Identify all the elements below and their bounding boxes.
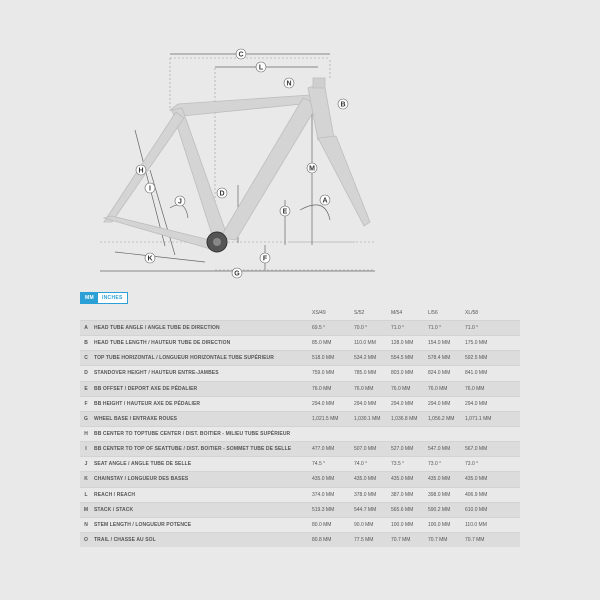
size-header: XS/49 [312, 310, 326, 316]
row-label: REACH / REACH [92, 487, 310, 502]
row-value: 175.0 MM [463, 336, 520, 351]
row-label: BB OFFSET / DEPORT AXE DE PÉDALIER [92, 381, 310, 396]
row-label: TRAIL / CHASSE AU SOL [92, 532, 310, 547]
row-letter: N [80, 517, 92, 532]
row-value: 294.0 MM [352, 396, 389, 411]
svg-text:B: B [340, 101, 346, 109]
marker-j [175, 196, 185, 206]
marker-e [280, 206, 290, 216]
row-value: 110.0 MM [463, 517, 520, 532]
row-value: 803.0 MM [389, 366, 426, 381]
row-value: 527.0 MM [389, 442, 426, 457]
row-value: 76.0 MM [352, 381, 389, 396]
row-value: 435.0 MM [389, 472, 426, 487]
row-value: 1,021.5 MM [310, 411, 352, 426]
table-row [80, 366, 520, 381]
table-row [80, 426, 520, 441]
unit-toggle [80, 292, 128, 304]
size-header: L/56 [428, 310, 438, 316]
svg-text:N: N [286, 80, 292, 88]
row-value: 1,056.2 MM [426, 411, 463, 426]
svg-text:F: F [262, 255, 268, 263]
row-value: 76.0 MM [310, 381, 352, 396]
row-value: 74.5 ° [310, 457, 352, 472]
row-letter: O [80, 532, 92, 547]
row-value: 294.0 MM [463, 396, 520, 411]
row-value: 294.0 MM [310, 396, 352, 411]
row-value: 1,030.1 MM [352, 411, 389, 426]
row-value: 544.7 MM [352, 502, 389, 517]
row-letter: B [80, 336, 92, 351]
table-row [80, 487, 520, 502]
row-value: 80.8 MM [310, 532, 352, 547]
marker-g [232, 268, 242, 278]
row-value: 547.0 MM [426, 442, 463, 457]
svg-text:C: C [238, 51, 244, 59]
table-row [80, 532, 520, 547]
row-letter: K [80, 472, 92, 487]
row-label: WHEEL BASE / ENTRAXE ROUES [92, 411, 310, 426]
row-letter: A [80, 321, 92, 336]
row-value: 592.5 MM [463, 351, 520, 366]
row-value [352, 426, 389, 441]
marker-k [145, 253, 155, 263]
row-value: 70.7 MM [426, 532, 463, 547]
row-value: 76.0 MM [389, 381, 426, 396]
marker-h [136, 165, 146, 175]
row-value: 71.0 ° [389, 321, 426, 336]
table-row [80, 321, 520, 336]
row-value: 80.0 MM [310, 517, 352, 532]
row-value: 69.5 ° [310, 321, 352, 336]
row-letter: I [80, 442, 92, 457]
row-value [463, 426, 520, 441]
row-value: 374.0 MM [310, 487, 352, 502]
row-value: 759.0 MM [310, 366, 352, 381]
svg-text:I: I [149, 185, 151, 193]
table-row [80, 517, 520, 532]
table-row [80, 351, 520, 366]
row-value: 73.0 ° [426, 457, 463, 472]
marker-c [236, 49, 246, 59]
row-label: CHAINSTAY / LONGUEUR DES BASES [92, 472, 310, 487]
row-value: 110.0 MM [352, 336, 389, 351]
bottom-bracket [213, 238, 221, 246]
row-value: 387.0 MM [389, 487, 426, 502]
row-value: 73.0 ° [463, 457, 520, 472]
table-row [80, 336, 520, 351]
row-value: 77.5 MM [352, 532, 389, 547]
marker-f [260, 253, 270, 263]
row-letter: E [80, 381, 92, 396]
row-value: 435.0 MM [463, 472, 520, 487]
table-row [80, 442, 520, 457]
row-letter: M [80, 502, 92, 517]
row-label: SEAT ANGLE / ANGLE TUBE DE SELLE [92, 457, 310, 472]
row-value: 518.0 MM [310, 351, 352, 366]
marker-d [217, 188, 227, 198]
row-value: 824.0 MM [426, 366, 463, 381]
row-value: 841.0 MM [463, 366, 520, 381]
table-row [80, 502, 520, 517]
mm-toggle-button[interactable]: MM [81, 293, 98, 303]
row-value: 1,036.8 MM [389, 411, 426, 426]
marker-n [284, 78, 294, 88]
svg-text:D: D [219, 190, 225, 198]
row-value: 610.0 MM [463, 502, 520, 517]
size-header: M/54 [391, 310, 403, 316]
svg-text:J: J [178, 198, 182, 206]
row-letter: L [80, 487, 92, 502]
row-value: 435.0 MM [352, 472, 389, 487]
svg-text:A: A [322, 197, 328, 205]
row-value: 406.9 MM [463, 487, 520, 502]
row-value: 74.0 ° [352, 457, 389, 472]
row-value: 398.0 MM [426, 487, 463, 502]
row-value: 578.4 MM [426, 351, 463, 366]
row-value: 534.2 MM [352, 351, 389, 366]
row-label: STEM LENGTH / LONGUEUR POTENCE [92, 517, 310, 532]
size-header: XL/58 [465, 310, 479, 316]
row-value: 554.5 MM [389, 351, 426, 366]
marker-m [307, 163, 317, 173]
row-value: 128.0 MM [389, 336, 426, 351]
row-label: HEAD TUBE ANGLE / ANGLE TUBE DE DIRECTION [92, 321, 310, 336]
row-value: 590.2 MM [426, 502, 463, 517]
row-label: TOP TUBE HORIZONTAL / LONGUEUR HORIZONTALE TUBE SUPÉRIEUR [92, 351, 310, 366]
row-letter: C [80, 351, 92, 366]
row-value: 567.0 MM [463, 442, 520, 457]
row-value: 76.0 MM [463, 381, 520, 396]
table-row [80, 381, 520, 396]
row-value: 154.0 MM [426, 336, 463, 351]
marker-b [338, 99, 348, 109]
row-value: 90.0 MM [352, 517, 389, 532]
row-label: BB HEIGHT / HAUTEUR AXE DE PÉDALIER [92, 396, 310, 411]
row-value: 565.6 MM [389, 502, 426, 517]
row-value: 76.0 MM [426, 381, 463, 396]
row-value: 519.3 MM [310, 502, 352, 517]
row-value: 507.0 MM [352, 442, 389, 457]
row-value [426, 426, 463, 441]
row-value: 73.5 ° [389, 457, 426, 472]
row-value: 435.0 MM [310, 472, 352, 487]
row-label: BB CENTER TO TOP OF SEATTUBE / DIST. BOITIER - SOMMET TUBE DE SELLE [92, 442, 310, 457]
inches-toggle-button[interactable]: INCHES [101, 295, 123, 301]
row-value: 378.0 MM [352, 487, 389, 502]
marker-a [320, 195, 330, 205]
svg-text:H: H [138, 167, 144, 175]
row-label: HEAD TUBE LENGTH / HAUTEUR TUBE DE DIRECTION [92, 336, 310, 351]
row-value: 294.0 MM [426, 396, 463, 411]
svg-text:G: G [234, 270, 240, 278]
row-value: 70.0 ° [352, 321, 389, 336]
row-letter: J [80, 457, 92, 472]
row-value: 70.7 MM [389, 532, 426, 547]
table-row [80, 472, 520, 487]
bike-frame [104, 78, 370, 250]
marker-l [256, 62, 266, 72]
row-value: 70.7 MM [463, 532, 520, 547]
svg-text:E: E [282, 208, 288, 216]
svg-text:L: L [258, 64, 264, 72]
row-letter: D [80, 366, 92, 381]
row-value [310, 426, 352, 441]
row-value: 477.0 MM [310, 442, 352, 457]
row-value: 71.0 ° [463, 321, 520, 336]
frame-geometry-diagram [0, 0, 600, 290]
table-row [80, 396, 520, 411]
row-label: STANDOVER HEIGHT / HAUTEUR ENTRE-JAMBES [92, 366, 310, 381]
row-value: 435.0 MM [426, 472, 463, 487]
row-value: 71.0 ° [426, 321, 463, 336]
svg-text:M: M [309, 165, 315, 173]
row-label: BB CENTER TO TOPTUBE CENTER / DIST. BOITIER - MILIEU TUBE SUPÉRIEUR [92, 426, 310, 441]
marker-i [145, 183, 155, 193]
row-label: STACK / STACK [92, 502, 310, 517]
size-header: S/52 [354, 310, 365, 316]
table-row [80, 457, 520, 472]
table-header-row [80, 306, 520, 321]
svg-text:K: K [147, 255, 153, 263]
row-value: 85.0 MM [310, 336, 352, 351]
row-letter: G [80, 411, 92, 426]
row-value: 1,071.1 MM [463, 411, 520, 426]
table-row [80, 411, 520, 426]
geometry-table [80, 306, 520, 547]
row-letter: H [80, 426, 92, 441]
row-value [389, 426, 426, 441]
row-value: 100.0 MM [426, 517, 463, 532]
row-value: 100.0 MM [389, 517, 426, 532]
row-letter: F [80, 396, 92, 411]
row-value: 785.0 MM [352, 366, 389, 381]
row-value: 294.0 MM [389, 396, 426, 411]
